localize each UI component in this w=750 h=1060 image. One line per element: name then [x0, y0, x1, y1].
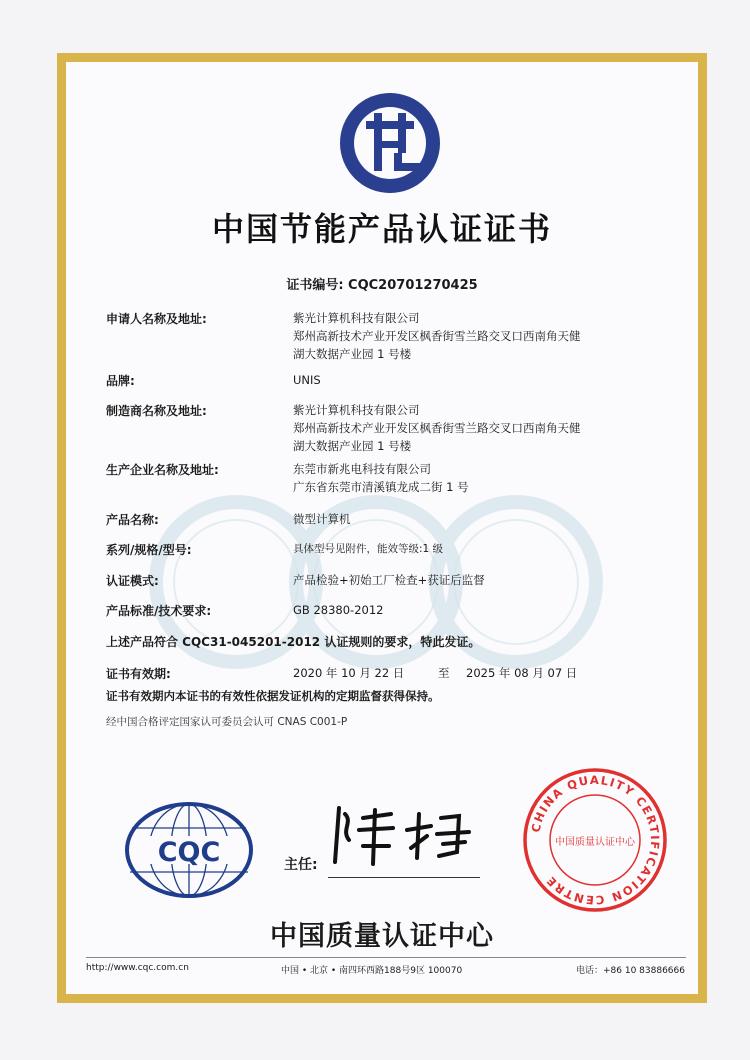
cert-no-value: CQC20701270425	[348, 278, 478, 293]
producer-address: 广东省东莞市清溪镇龙成二街 1 号	[293, 480, 469, 494]
cqc-globe-logo	[124, 800, 254, 900]
applicant-address-1: 郑州高新技术产业开发区枫香街雪兰路交叉口西南角天健	[293, 329, 581, 343]
product-value: 微型计算机	[293, 512, 351, 526]
signature-label: 主任:	[284, 857, 318, 873]
cert-no-label: 证书编号:	[286, 278, 344, 293]
footer-url[interactable]: http://www.cqc.com.cn	[86, 963, 189, 973]
manufacturer-name: 紫光计算机科技有限公司	[293, 403, 420, 417]
mode-label: 认证模式:	[106, 574, 159, 588]
issuer-name: 中国质量认证中心	[270, 921, 494, 952]
manufacturer-label: 制造商名称及地址:	[106, 404, 207, 418]
producer-name: 东莞市新兆电科技有限公司	[293, 462, 431, 476]
brand-value: UNIS	[293, 373, 321, 387]
producer-label: 生产企业名称及地址:	[106, 463, 219, 477]
applicant-name: 紫光计算机科技有限公司	[293, 311, 420, 325]
certification-seal	[522, 767, 668, 913]
mode-value: 产品检验+初始工厂检查+获证后监督	[293, 573, 485, 587]
signature-line	[328, 877, 480, 878]
manufacturer-address-2: 湖大数据产业园 1 号楼	[293, 439, 412, 453]
compliance-statement: 上述产品符合 CQC31-045201-2012 认证规则的要求，特此发证。	[106, 635, 481, 649]
validity-to: 2025 年 08 月 07 日	[466, 666, 578, 680]
certificate-title: 中国节能产品认证证书	[211, 210, 552, 248]
cqc-logo-text: CQC	[157, 837, 221, 868]
footer-address: 中国 • 北京 • 南四环西路188号9区 100070	[281, 966, 463, 976]
validity-from: 2020 年 10 月 22 日	[293, 666, 405, 680]
validity-note: 证书有效期内本证书的有效性依据发证机构的定期监督获得保持。	[106, 689, 440, 703]
certificate-number	[66, 274, 698, 293]
model-label: 系列/规格/型号:	[106, 543, 192, 557]
standard-label: 产品标准/技术要求:	[106, 604, 212, 618]
seal-center-text: 中国质量认证中心	[555, 837, 635, 848]
standard-value: GB 28380-2012	[293, 603, 384, 617]
validity-to-word: 至	[438, 666, 450, 680]
footer-divider	[86, 957, 686, 958]
brand-label: 品牌:	[106, 374, 135, 388]
applicant-address-2: 湖大数据产业园 1 号楼	[293, 347, 412, 361]
footer-phone: 电话：+86 10 83886666	[576, 966, 685, 976]
accreditation-note: 经中国合格评定国家认可委员会认可 CNAS C001-P	[106, 716, 348, 728]
validity-label: 证书有效期:	[106, 667, 171, 681]
manufacturer-address-1: 郑州高新技术产业开发区枫香街雪兰路交叉口西南角天健	[293, 421, 581, 435]
certificate-body	[66, 62, 698, 994]
director-signature	[319, 800, 489, 870]
applicant-label: 申请人名称及地址:	[106, 312, 207, 326]
seal-outer-text: CHINA QUALITY CERTIFICATION CENTRE	[528, 772, 663, 908]
model-value: 具体型号见附件，能效等级:1 级	[293, 543, 444, 555]
energy-conservation-logo	[338, 91, 442, 195]
product-label: 产品名称:	[106, 513, 159, 527]
certificate-frame	[57, 53, 707, 1003]
